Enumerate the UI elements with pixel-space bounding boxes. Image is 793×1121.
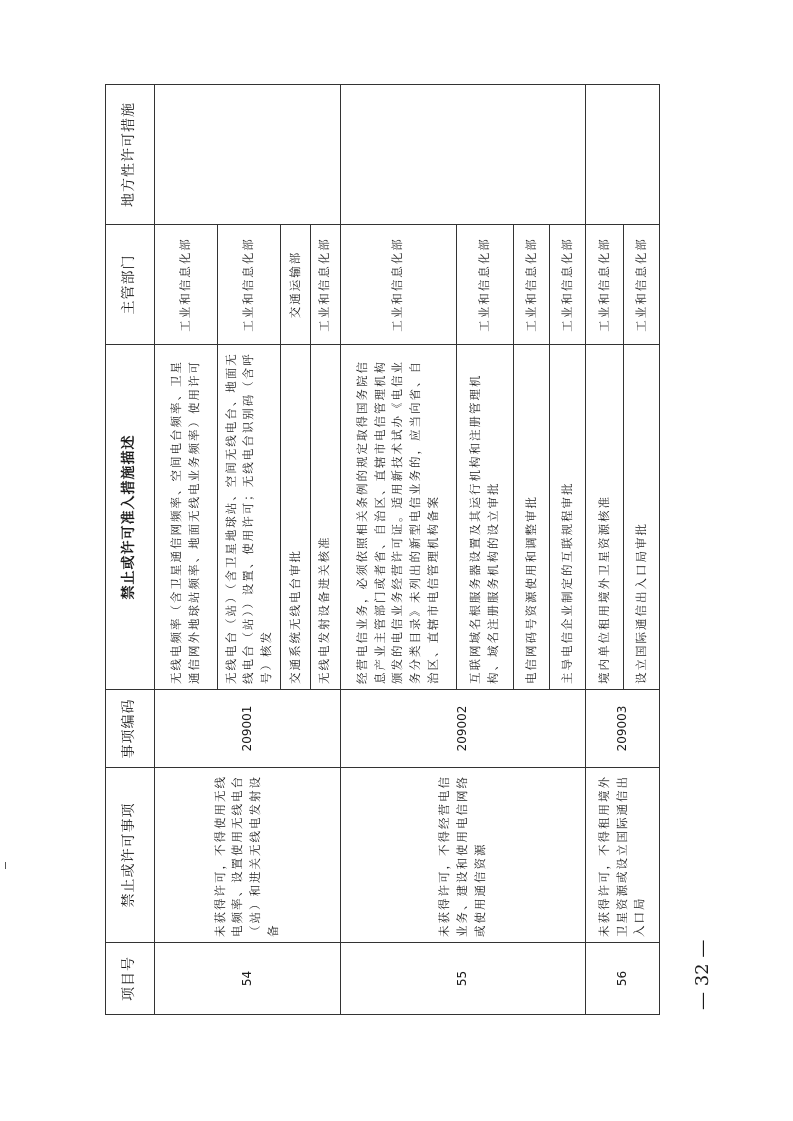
table-row xyxy=(154,85,217,1015)
row-55-local xyxy=(340,85,585,225)
header-item: 禁止或许可事项 xyxy=(106,768,155,943)
permit-table xyxy=(105,84,660,1015)
row-55-desc-4: 主导电信企业制定的互联规程审批 xyxy=(549,345,585,690)
row-54-desc-3: 交通系统无线电台审批 xyxy=(281,345,311,690)
table-row xyxy=(585,85,623,1015)
header-code: 事项编码 xyxy=(106,690,155,768)
row-54-dept-4: 工业和信息化部 xyxy=(311,225,341,345)
row-54-item: 未获得许可，不得使用无线电频率、设置使用无线电台（站）和进关无线电发射设备 xyxy=(154,768,340,943)
row-55-dept-4: 工业和信息化部 xyxy=(549,225,585,345)
scan-mark xyxy=(5,862,6,869)
row-56-desc-2: 设立国际通信出入口局审批 xyxy=(623,345,659,690)
row-56-code: 209003 xyxy=(585,690,659,768)
row-55-dept-1: 工业和信息化部 xyxy=(340,225,456,345)
table-header-row xyxy=(106,85,155,1015)
row-56-dept-1: 工业和信息化部 xyxy=(585,225,623,345)
header-desc: 禁止或许可准入措施描述 xyxy=(106,345,155,690)
row-56-no: 56 xyxy=(585,943,659,1015)
row-56-desc-1: 境内单位租用境外卫星资源核准 xyxy=(585,345,623,690)
header-dept: 主管部门 xyxy=(106,225,155,345)
row-54-local xyxy=(154,85,340,225)
row-54-desc-2: 无线电台（站）（含卫星地球站、空间无线电台、地面无线电台（站））设置、使用许可；无线电台识别码（含呼号）核发 xyxy=(218,345,281,690)
row-54-dept-3: 交通运输部 xyxy=(281,225,311,345)
row-55-dept-3: 工业和信息化部 xyxy=(514,225,550,345)
row-55-dept-2: 工业和信息化部 xyxy=(456,225,513,345)
row-54-desc-1: 无线电频率（含卫星通信网频率、空间电台频率、卫星通信网外地球站频率、地面无线电业务频率）使用许可 xyxy=(154,345,217,690)
row-55-no: 55 xyxy=(340,943,585,1015)
row-56-local xyxy=(585,85,659,225)
row-55-desc-3: 电信网码号资源使用和调整审批 xyxy=(514,345,550,690)
rotated-table-page xyxy=(105,85,660,1015)
row-55-item: 未获得许可，不得经营电信业务、建设和使用电信网络或使用通信资源 xyxy=(340,768,585,943)
row-56-item: 未获得许可，不得租用境外卫星资源或设立国际通信出入口局 xyxy=(585,768,659,943)
row-55-code: 209002 xyxy=(340,690,585,768)
row-54-no: 54 xyxy=(154,943,340,1015)
row-54-dept-1: 工业和信息化部 xyxy=(154,225,217,345)
row-54-code: 209001 xyxy=(154,690,340,768)
header-local: 地方性许可措施 xyxy=(106,85,155,225)
row-55-desc-2: 互联网域名根服务器设置及其运行机构和注册管理机构、域名注册服务机构的设立审批 xyxy=(456,345,513,690)
header-project-no: 项目号 xyxy=(106,943,155,1015)
row-54-desc-4: 无线电发射设备进关核准 xyxy=(311,345,341,690)
row-56-dept-2: 工业和信息化部 xyxy=(623,225,659,345)
row-55-desc-1: 经营电信业务，必须依照相关条例的规定取得国务院信息产业主管部门或者省、自治区、直辖市电信管理机构颁发的电信业务经营许可证。适用新技术试办《电信业务分类目录》未列出的新型电信业务的，应当向省、自治区、直辖市电信管理机构备案 xyxy=(340,345,456,690)
row-54-dept-2: 工业和信息化部 xyxy=(218,225,281,345)
table-row xyxy=(340,85,456,1015)
page-number: — 32 — xyxy=(692,939,713,1010)
